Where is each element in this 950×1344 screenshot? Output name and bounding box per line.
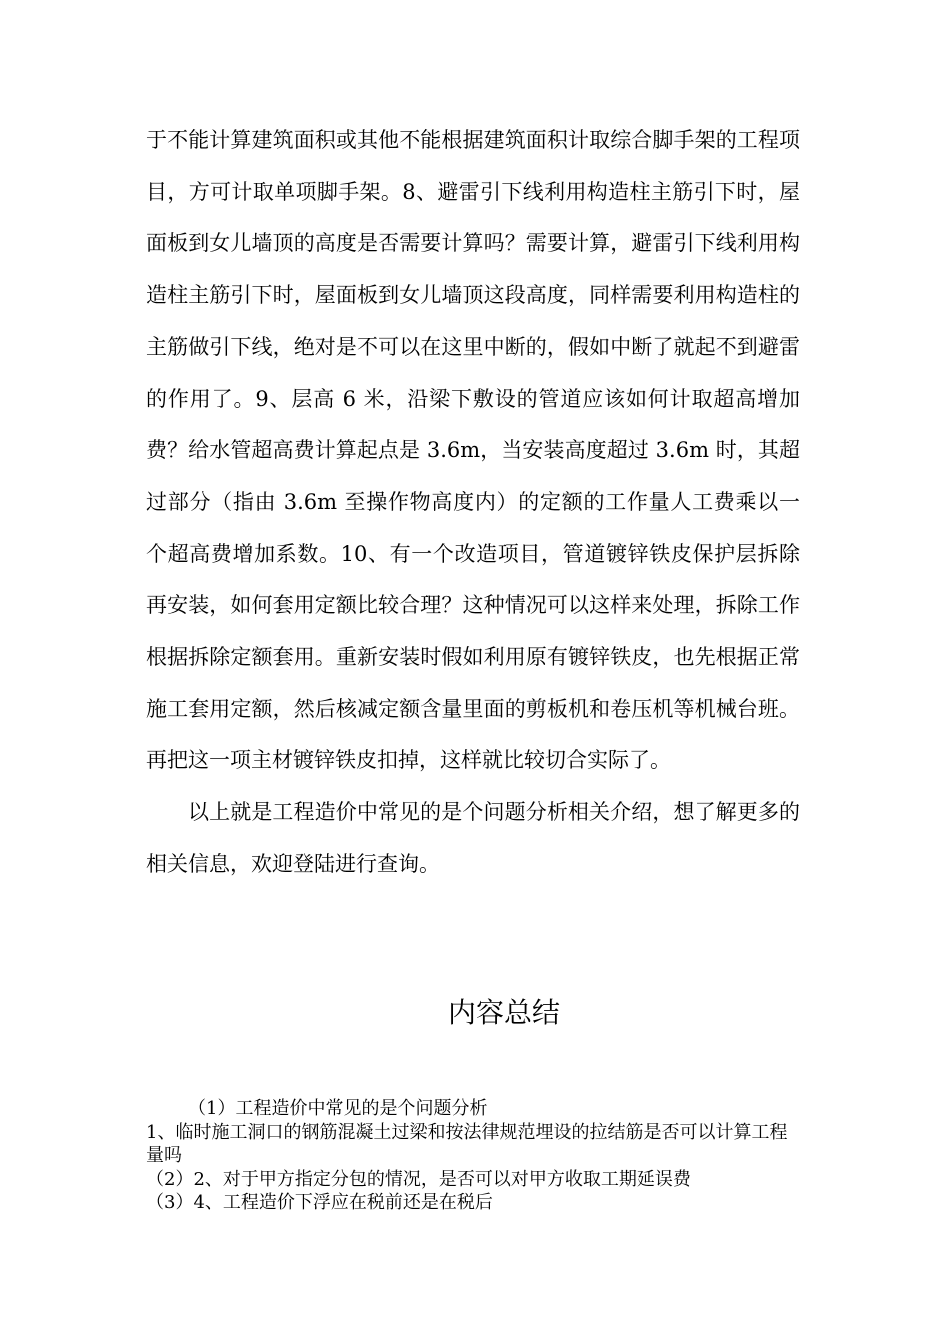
summary-item-2: （2）2、对于甲方指定分包的情况，是否可以对甲方收取工期延误费 <box>146 1168 691 1190</box>
body-text <box>146 115 800 891</box>
body-paragraph-2: 以上就是工程造价中常见的是个问题分析相关介绍，想了解更多的相关信息，欢迎登陆进行查询。 <box>146 800 800 876</box>
summary-title: 内容总结 <box>447 996 560 1029</box>
summary-heading: （1）工程造价中常见的是个问题分析 <box>188 1098 488 1119</box>
summary-section <box>146 1097 800 1215</box>
body-paragraph-1: 于不能计算建筑面积或其他不能根据建筑面积计取综合脚手架的工程项目，方可计取单项脚手架。8、避雷引下线利用构造柱主筋引下时，屋面板到女儿墙顶的高度是否需要计算吗？需要计算，避雷引下线利用构造柱主筋引下时，屋面板到女儿墙顶这段高度，同样需要利用构造柱的主筋做引下线，绝对是不可以在这里中断的，假如中断了就起不到避雷的作用了。9、层高 6 米，沿梁下敷设的管道应该如何计取超高增加费？给水管超高费计算起点是 3.6m，当安装高度超过 3.6m 时，其超过部分（指由 3.6m 至操作物高度内）的定额的工作量人工费乘以一个超高费增加系数。10、有一个改造项目，管道镀锌铁皮保护层拆除再安装，如何套用定额比较合理？这种情况可以这样来处理，拆除工作根据拆除定额套用。重新安装时假如利用原有镀锌铁皮，也先根据正常施工套用定额，然后核减定额含量里面的剪板机和卷压机等机械台班。再把这一项主材镀锌铁皮扣掉，这样就比较切合实际了。 <box>146 128 800 773</box>
summary-item-3: （3）4、工程造价下浮应在税前还是在税后 <box>146 1192 493 1213</box>
summary-item-1: 1、临时施工洞口的钢筋混凝土过梁和按法律规范埋设的拉结筋是否可以计算工程量吗 <box>146 1121 788 1166</box>
